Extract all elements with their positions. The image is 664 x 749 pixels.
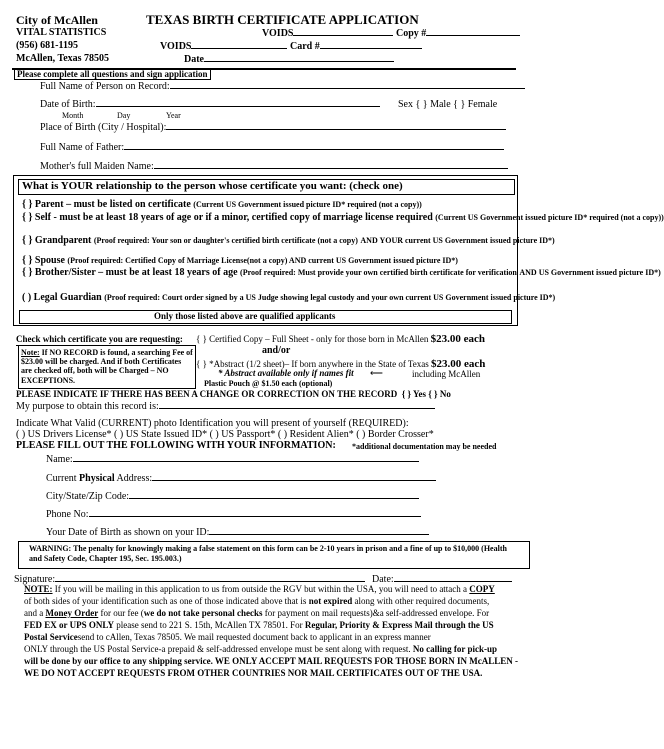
relationship-title: What is YOUR relationship to the person whose certificate you want: (check one) <box>22 180 403 192</box>
relation-grandparent[interactable]: { } Grandparent (Proof required: Your son or daughter's certified birth certificate (not a copy) AND YOUR current US Government issued picture ID*) <box>22 235 555 246</box>
place-field[interactable]: Place of Birth (City / Hospital): <box>40 122 506 133</box>
instruction-box: Please complete all questions and sign application <box>14 68 211 80</box>
signature-date-field[interactable]: Date: <box>372 574 512 585</box>
applicant-city-field[interactable]: City/State/Zip Code: <box>46 491 419 502</box>
arrow-icon: ⟵ <box>370 368 383 378</box>
voids-row-1: VOIDS Copy # <box>262 28 520 39</box>
applicant-address-field[interactable]: Current Physical Address: <box>46 473 436 484</box>
dob-field[interactable]: Date of Birth: <box>40 99 380 110</box>
dob-month: Month <box>62 111 84 120</box>
applicant-phone-field[interactable]: Phone No: <box>46 509 421 520</box>
purpose-field[interactable]: My purpose to obtain this record is: <box>16 401 435 412</box>
fill-instruction: PLEASE FILL OUT THE FOLLOWING WITH YOUR INFORMATION: <box>16 440 336 451</box>
sex-field[interactable]: Sex { } Male { } Female <box>398 99 498 110</box>
no-record-note: Note: If NO RECORD is found, a searching Fee of $23.00 will be charged. And if both Certificates are checked off, both will be Charged – NO EXCEPTIONS. <box>18 345 196 389</box>
city-name: City of McAllen <box>16 13 98 27</box>
dept-address: McAllen, Texas 78505 <box>16 53 110 64</box>
note-line-1: NOTE: If you will be mailing in this application to us from outside the RGV but within the USA, you will need to attach a COPY <box>24 584 495 594</box>
warning-box: WARNING: The penalty for knowingly making a false statement on this form can be 2-10 years in prison and a fine of up to $10,000 (Health and Safety Code, Chapter 195, Sec. 195.003.) <box>18 541 530 569</box>
certificate-check-label: Check which certificate you are requesting: <box>16 334 183 344</box>
applicant-name-field[interactable]: Name: <box>46 454 419 465</box>
abstract-note: * Abstract available only if names fit <box>218 368 354 378</box>
relation-parent[interactable]: { } Parent – must be listed on certificate (Current US Government issued picture ID* required (not a copy)) <box>22 199 422 210</box>
including-mcallen: including McAllen <box>412 369 481 379</box>
additional-doc-note: *additional documentation may be needed <box>352 442 497 451</box>
id-options[interactable]: ( ) US Drivers License* ( ) US State Issued ID* ( ) US Passport* ( ) Resident Alien* ( ) Border Crosser* <box>16 429 434 440</box>
dob-year: Year <box>166 111 181 120</box>
andor-text: and/or <box>262 345 291 356</box>
applicant-dob-field[interactable]: Your Date of Birth as shown on your ID: <box>46 527 429 538</box>
mother-field[interactable]: Mother's full Maiden Name: <box>40 161 508 172</box>
relation-self[interactable]: { } Self - must be at least 18 years of age or if a minor, certified copy of marriage license required (Current US Government issued picture ID* required (not a copy)) <box>22 212 664 223</box>
relation-sibling[interactable]: { } Brother/Sister – must be at least 18 years of age (Proof required: Must provide your own certified birth certificate for verification AND US Government issued picture ID*) <box>22 267 661 278</box>
option-abstract[interactable]: { } *Abstract (1/2 sheet)– If born anywhere in the State of Texas $23.00 each <box>196 358 486 370</box>
pouch-text: Plastic Pouch @ $1.50 each (optional) <box>204 379 333 388</box>
qualified-footer: Only those listed above are qualified applicants <box>154 311 336 321</box>
signature-field[interactable]: Signature: <box>14 574 365 585</box>
note-line-6: ONLY through the US Postal Service-a prepaid & self-addressed envelope must be sent along with request. No calling for pick-up <box>24 644 498 654</box>
note-line-3: and a Money Order for our fee (we do not take personal checks for payment on mail requests)&a self-addressed envelope. For <box>24 608 490 618</box>
dob-day: Day <box>117 111 131 120</box>
note-line-4: FED EX or UPS ONLY please send to 221 S. 15th, McAllen TX 78501. For Regular, Priority & Express Mail through the US <box>24 620 494 630</box>
date-row: Date <box>184 54 394 65</box>
note-line-8: WE DO NOT ACCEPT REQUESTS FROM OTHER COUNTRIES NOR MAIL CERTIFICATES OUT OF THE USA. <box>24 668 483 678</box>
note-line-2: of both sides of your identification such as one of those indicated above that is not expired along with other required documents, <box>24 596 490 606</box>
relation-guardian[interactable]: ( ) Legal Guardian (Proof required: Court order signed by a US Judge showing legal custody and your own current US Government issued picture ID*) <box>22 292 556 303</box>
father-field[interactable]: Full Name of Father: <box>40 142 504 153</box>
dept-name: VITAL STATISTICS <box>16 27 107 38</box>
relationship-box <box>13 175 518 326</box>
change-question: PLEASE INDICATE IF THERE HAS BEEN A CHANGE OR CORRECTION ON THE RECORD { } Yes { } No <box>16 389 451 399</box>
full-name-field[interactable]: Full Name of Person on Record: <box>40 81 525 92</box>
page-title: TEXAS BIRTH CERTIFICATE APPLICATION <box>146 12 419 27</box>
note-line-5: Postal Servicesend to cAllen, Texas 78505. We mail requested document back to applicant in an express manner <box>24 632 431 642</box>
id-question: Indicate What Valid (CURRENT) photo Identification you will present of yourself (REQUIRED): <box>16 418 409 429</box>
note-line-7: will be done by our office to any shipping service. WE ONLY ACCEPT MAIL REQUESTS FOR THOSE BORN IN McALLEN - <box>24 656 518 666</box>
relation-spouse[interactable]: { } Spouse (Proof required: Certified Copy of Marriage License(not a copy) AND current US Government issued picture ID*) <box>22 255 458 266</box>
voids-row-2: VOIDS Card # <box>160 41 422 52</box>
dept-phone: (956) 681-1195 <box>16 40 78 51</box>
option-full-sheet[interactable]: { } Certified Copy – Full Sheet - only for those born in McAllen $23.00 each <box>196 333 486 345</box>
